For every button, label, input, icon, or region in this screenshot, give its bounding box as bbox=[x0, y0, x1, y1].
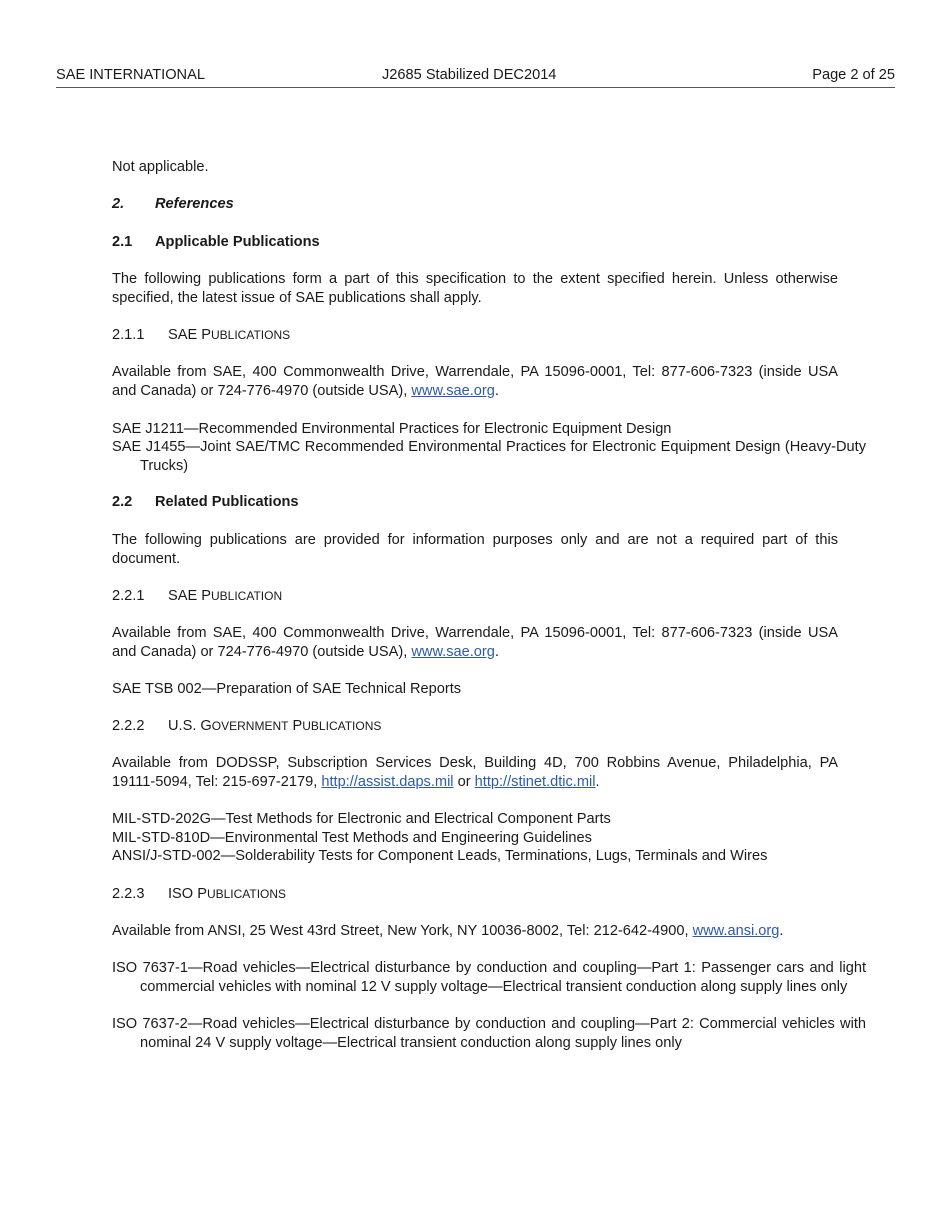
section-2-1-1-availability: Available from SAE, 400 Commonwealth Drive, Warrendale, PA 15096-0001, Tel: 877-606-7323 (inside USA and Canada) or 724-776-4970 (outside USA), www.sae.org. bbox=[112, 364, 838, 399]
ansi-website-link[interactable]: www.ansi.org bbox=[692, 923, 780, 939]
reference-item: SAE J1211—Recommended Environmental Practices for Electronic Equipment Design bbox=[112, 421, 672, 437]
section-2-2-2-heading: 2.2.2 U.S. GOVERNMENT PUBLICATIONS bbox=[112, 718, 382, 734]
reference-item: SAE TSB 002—Preparation of SAE Technical Reports bbox=[112, 681, 462, 697]
reference-item: ISO 7637-1—Road vehicles—Electrical disturbance by conduction and coupling—Part 1: Passenger cars and light commercial vehicles with nominal 12 V supply voltage—Electrical transient conduction along supply lines only bbox=[112, 960, 866, 995]
stinet-link[interactable]: http://stinet.dtic.mil bbox=[474, 773, 596, 790]
section-2-2-2-availability: Available from DODSSP, Subscription Services Desk, Building 4D, 700 Robbins Avenue, Philadelphia, PA 19111-5094, Tel: 215-697-2179, http://assist.daps.mil or http://stinet.dtic.mil. bbox=[112, 755, 838, 790]
reference-item: SAE J1455—Joint SAE/TMC Recommended Environmental Practices for Electronic Equipment Design (Heavy-Duty Trucks) bbox=[112, 439, 866, 474]
section-2-2-heading: 2.2 Related Publications bbox=[112, 494, 299, 510]
reference-item: ANSI/J-STD-002—Solderability Tests for Component Leads, Terminations, Lugs, Terminals and Wires bbox=[112, 848, 768, 864]
reference-item: MIL-STD-202G—Test Methods for Electronic and Electrical Component Parts bbox=[112, 811, 611, 827]
section-2-1-paragraph: The following publications form a part of this specification to the extent specified herein. Unless otherwise specified, the latest issue of SAE publications shall apply. bbox=[112, 271, 838, 306]
assist-link[interactable]: http://assist.daps.mil bbox=[321, 773, 454, 790]
section-2-2-3-heading: 2.2.3 ISO PUBLICATIONS bbox=[112, 886, 287, 902]
intro-text: Not applicable. bbox=[112, 159, 209, 175]
section-2-2-3-availability: Available from ANSI, 25 West 43rd Street, New York, NY 10036-8002, Tel: 212-642-4900, www.ansi.org. bbox=[112, 923, 784, 939]
section-2-2-paragraph: The following publications are provided for information purposes only and are not a required part of this document. bbox=[112, 532, 838, 567]
header-organization: SAE INTERNATIONAL bbox=[56, 67, 205, 83]
page-header bbox=[56, 66, 895, 88]
header-document-id: J2685 Stabilized DEC2014 bbox=[382, 67, 557, 83]
section-2-2-1-heading: 2.2.1 SAE PUBLICATION bbox=[112, 588, 283, 604]
reference-item: ISO 7637-2—Road vehicles—Electrical disturbance by conduction and coupling—Part 2: Commercial vehicles with nominal 24 V supply voltage—Electrical transient conduction along supply lines only bbox=[112, 1016, 866, 1051]
reference-item: MIL-STD-810D—Environmental Test Methods and Engineering Guidelines bbox=[112, 830, 592, 846]
section-2-1-1-heading: 2.1.1 SAE PUBLICATIONS bbox=[112, 327, 291, 343]
section-2-heading: 2. References bbox=[112, 196, 234, 212]
header-page-number: Page 2 of 25 bbox=[812, 67, 895, 83]
sae-website-link[interactable]: www.sae.org bbox=[411, 643, 495, 660]
section-2-1-heading: 2.1 Applicable Publications bbox=[112, 234, 320, 250]
sae-website-link[interactable]: www.sae.org bbox=[411, 382, 495, 399]
section-2-2-1-availability: Available from SAE, 400 Commonwealth Drive, Warrendale, PA 15096-0001, Tel: 877-606-7323 (inside USA and Canada) or 724-776-4970 (outside USA), www.sae.org. bbox=[112, 625, 838, 660]
